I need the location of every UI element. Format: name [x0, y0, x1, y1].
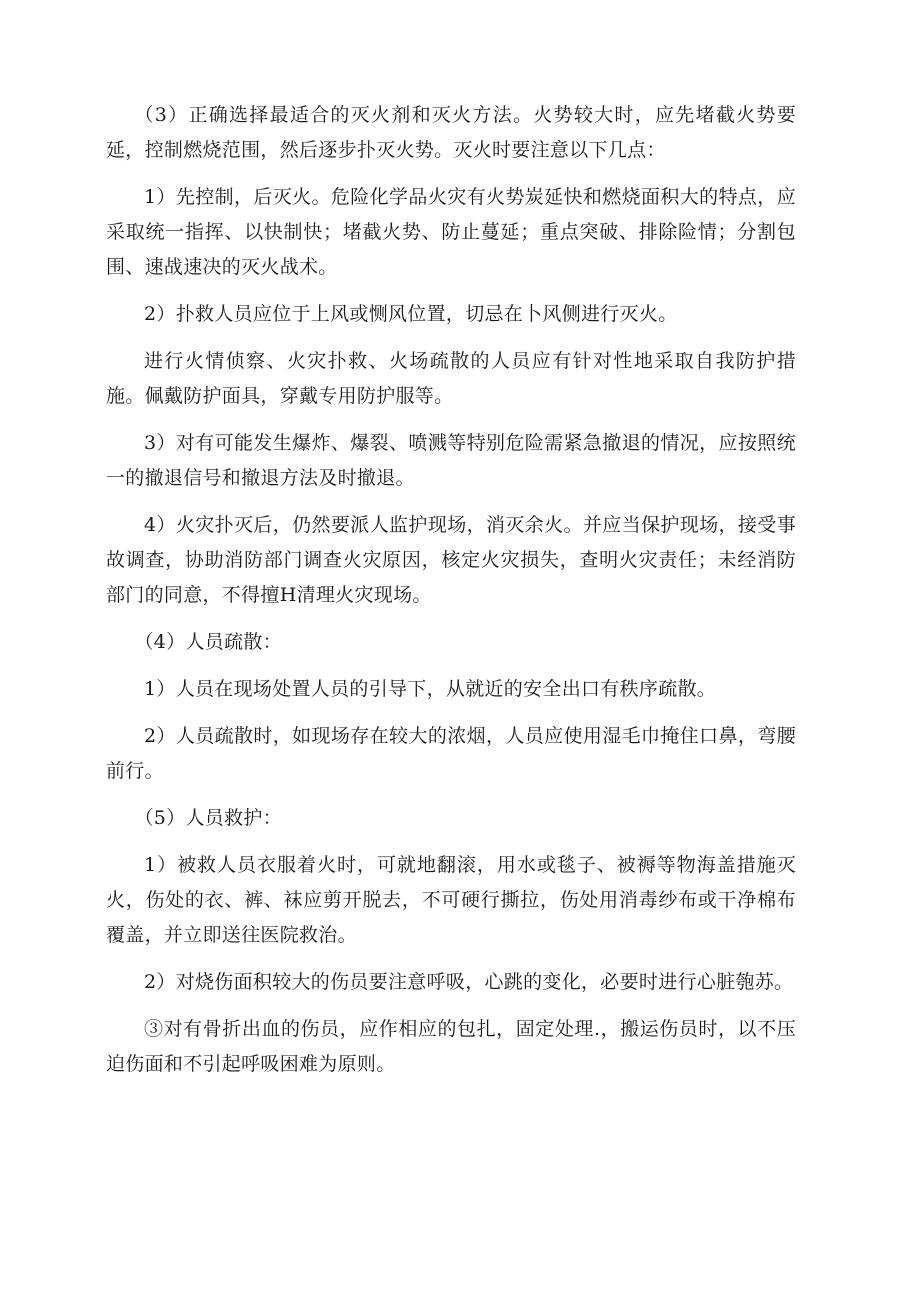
paragraph-fire-extinguishing-method: （3）正确选择最适合的灭火剂和灭火方法。火势较大时，应先堵截火势要延，控制燃烧范围，然后逐步扑灭火势。灭火时要注意以下几点：: [106, 104, 796, 161]
section-heading-evacuation: （4）人员疏散：: [134, 631, 282, 653]
section-heading-rescue: （5）人员救护：: [134, 807, 282, 829]
paragraph-clothing-fire: 1）被救人员衣服着火时，可就地翻滚，用水或毯子、被褥等物海盖措施灭火，伤处的衣、裤、袜应剪开脱去，不可硬行撕拉，伤处用消毒纱布或干净棉布覆盖，并立即送往医院救治。: [106, 854, 796, 946]
paragraph-fracture-victims: ③对有骨折出血的伤员，应作相应的包扎，固定处理.，搬运伤员时，以不压迫伤面和不引起呼吸困难为原则。: [106, 1018, 796, 1075]
paragraph-upwind-position: 2）扑救人员应位于上风或恻风位置，切忌在卜风侧进行灭火。: [144, 303, 678, 325]
paragraph-self-protection: 进行火情侦察、火灾扑救、火场疏散的人员应有针对性地采取自我防护措施。佩戴防护面具，穿戴专用防护服等。: [106, 350, 796, 407]
paragraph-control-first: 1）先控制，后灭火。危险化学品火灾有火势炭延快和燃烧面积大的特点，应采取统一指挥、以快制快；堵截火势、防止蔓延；重点突破、排除险情；分割包围、速战速决的灭火战术。: [106, 186, 796, 278]
paragraph-evacuation-smoke: 2）人员疏散时，如现场存在较大的浓烟，人员应使用湿毛巾掩住口鼻，弯腰前行。: [106, 725, 796, 782]
document-body: [106, 98, 796, 1094]
paragraph-after-extinguishing: 4）火灾扑灭后，仍然要派人监护现场，消灭余火。并应当保护现场，接受事故调查，协助消防部门调查火灾原因，核定火灾损失，查明火灾责任；未经消防部门的同意，不得擅H清理火灾现场。: [106, 514, 796, 606]
paragraph-emergency-retreat: 3）对有可能发生爆炸、爆裂、喷溅等特别危险需紧急撤退的情况，应按照统一的撤退信号和撤退方法及时撤退。: [106, 432, 796, 489]
paragraph-burn-victims: 2）对烧伤面积较大的伤员要注意呼吸，心跳的变化，必要时进行心脏匏苏。: [144, 971, 794, 993]
paragraph-evacuation-guidance: 1）人员在现场处置人员的引导下，从就近的安全出口有秩序疏散。: [144, 678, 717, 700]
